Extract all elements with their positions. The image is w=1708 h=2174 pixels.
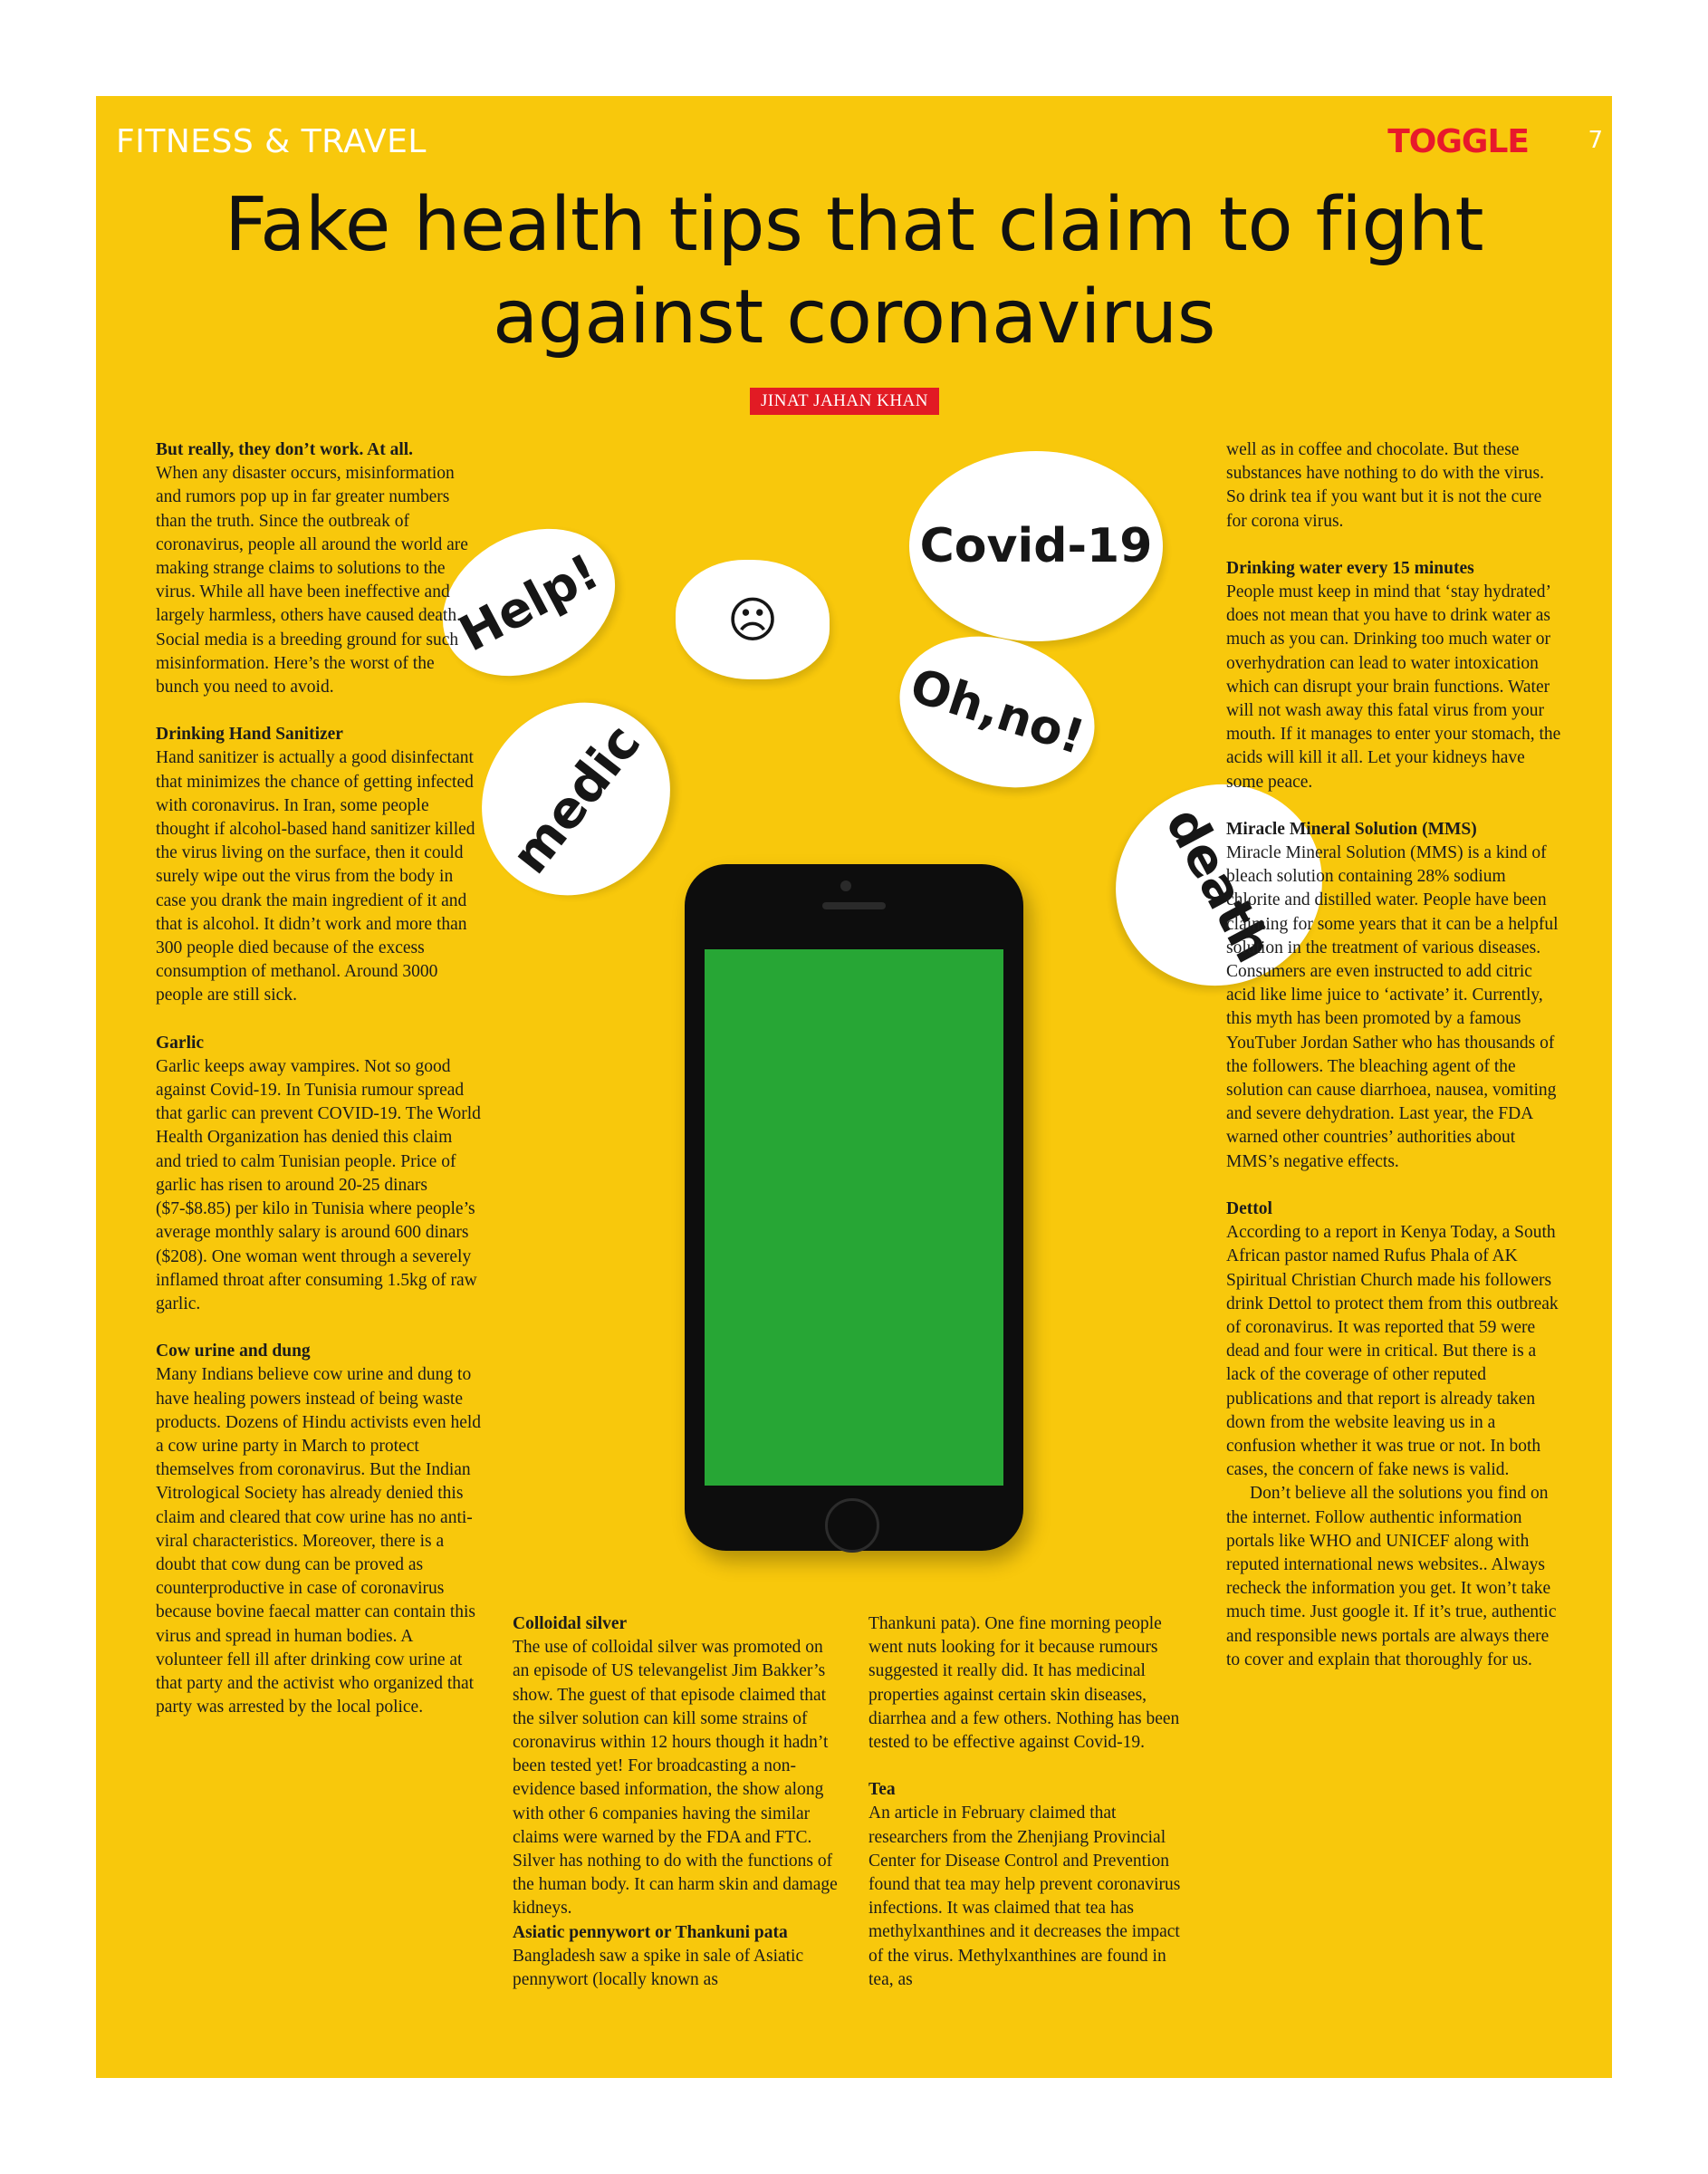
home-button-icon: [825, 1498, 879, 1553]
covid-bubble-text: Covid-19: [919, 519, 1153, 573]
oh-no-bubble-text: Oh,no!: [903, 658, 1091, 766]
sad-cloud-icon: ☹: [676, 560, 830, 679]
covid-bubble: [909, 451, 1163, 641]
phone-screen: [705, 949, 1003, 1486]
byline: JINAT JAHAN KHAN: [750, 388, 939, 415]
speaker-grille: [822, 902, 886, 909]
closing-paragraph: Don’t believe all the solutions you find on the internet. Follow authentic information portals like WHO and UNICEF along with reputed international news websites.. Always recheck the information you get. It won’t take much time. Just google it. If it’s true, authentic and responsible news portals are always there to cover and explain that thoroughly for us.: [1226, 1484, 1557, 1669]
cow-heading: Cow urine and dung: [156, 1342, 311, 1361]
pennywort-heading: Asiatic pennywort or Thankuni pata: [513, 1922, 788, 1942]
headline-line-1: Fake health tips that claim to fight: [224, 182, 1483, 268]
garlic-heading: Garlic: [156, 1033, 205, 1053]
garlic-paragraph: Garlic keeps away vampires. Not so good against Covid-19. In Tunisia rumour spread that garlic can prevent COVID-19. The World Health Organization has denied this claim and tried to calm Tunisian people. Price of garlic has risen to around 20-25 dinars ($7-$8.85) per kilo in Tunisia where people’s average monthly salary is around 600 dinars ($208). One woman went through a severely inflamed throat after consuming 1.5kg of raw garlic.: [156, 1056, 481, 1313]
medic-bubble: [443, 665, 708, 933]
article-column-2: [513, 1612, 839, 1992]
cow-paragraph: Many Indians believe cow urine and dung to have healing powers instead of being waste products. Dozens of Hindu activists even held a cow urine party in March to protect themselves from coronavirus. But the Indian Vitrological Society has already denied this claim and cleared that cow urine has no anti-viral characteristics. Moreover, there is a doubt that cow dung can be proved as counterproductive in case of coronavirus because bovine faecal matter can contain this virus and spread in human bodies. A volunteer fell ill after drinking cow urine at that party and the activist who organized that party was arrested by the local police.: [156, 1365, 482, 1717]
dettol-paragraph: According to a report in Kenya Today, a South African pastor named Rufus Phala of AK Spiritual Christian Church made his followers drink Dettol to protect them from this outbreak of coronavirus. It was reported that 59 were dead and four were in critical. But there is a lack of the coverage of other reputed publications and that report is already taken down from the website leaving us in a confusion whether it was true or not. In both cases, the concern of fake news is valid.: [1226, 1223, 1559, 1480]
death-bubble-text: death: [1154, 798, 1284, 972]
oh-no-bubble: [880, 612, 1115, 812]
sanitizer-paragraph: Hand sanitizer is actually a good disinfectant that minimizes the chance of getting infected with coronavirus. In Iran, some people thought if alcohol-based hand sanitizer killed the virus living on the surface, then it could surely wipe out the virus from the body in case you drank the main ingredient of it and that is alcohol. It didn’t work and more than 300 people died because of the excess consumption of methanol. Around 3000 people are still sick.: [156, 748, 475, 1005]
article-column-3: [868, 1612, 1195, 1992]
medic-bubble-text: medic: [500, 713, 652, 885]
brand-logo: TOGGLE: [1387, 123, 1529, 160]
smartphone-icon: [685, 864, 1023, 1551]
pennywort-continued: Thankuni pata). One fine morning people went nuts looking for it because rumours suggested it really did. It has medicinal properties against certain skin diseases, diarrhea and a few others. Nothing has been tested to be effective against Covid-19.: [868, 1614, 1180, 1753]
help-bubble-text: Help!: [449, 542, 609, 663]
article-column-1: [156, 438, 482, 1719]
tea-paragraph: An article in February claimed that researchers from the Zhenjiang Provincial Center for Disease Control and Prevention found that tea may help prevent coronavirus infections. It was claimed that tea has methylxanthines and it decreases the impact of the virus. Methylxanthines are found in tea, as: [868, 1804, 1181, 1989]
tea-heading: Tea: [868, 1780, 896, 1800]
tea-continued: well as in coffee and chocolate. But these substances have nothing to do with the virus. So drink tea if you want but it is not the cure for corona virus.: [1226, 440, 1544, 531]
silver-heading: Colloidal silver: [513, 1614, 628, 1633]
mms-paragraph: Miracle Mineral Solution (MMS) is a kind of bleach solution containing 28% sodium chlorite and distilled water. People have been claiming for some years that it can be a helpful solution in the treatment of various diseases. Consumers are even instructed to add citric acid like lime juice to ‘activate’ it. Currently, this myth has been promoted by a famous YouTuber Jordan Sather who has thousands of the followers. The bleaching agent of the solution can cause diarrhoea, nausea, vomiting and severe dehydration. Last year, the FDA warned other countries’ authorities about MMS’s negative effects.: [1226, 843, 1559, 1171]
dettol-heading: Dettol: [1226, 1198, 1272, 1218]
page-number: 7: [1588, 127, 1603, 154]
intro-paragraph: When any disaster occurs, misinformation and rumors pop up in far greater numbers than the truth. Since the outbreak of coronavirus, people all around the world are making strange claims to solutions to the virus. While all have been ineffective and largely harmless, others have caused death. Social media is a breeding ground for such misinformation. Here’s the worst of the bunch you need to avoid.: [156, 464, 468, 697]
section-label: FITNESS & TRAVEL: [116, 123, 427, 160]
magazine-page: [96, 96, 1612, 2078]
headline-line-2: against coronavirus: [492, 274, 1215, 361]
intro-lead: But really, they don’t work. At all.: [156, 440, 414, 459]
pennywort-paragraph: Bangladesh saw a spike in sale of Asiatic pennywort (locally known as: [513, 1946, 804, 1990]
headline: [96, 179, 1612, 364]
article-column-4: [1226, 438, 1561, 1672]
silver-paragraph: The use of colloidal silver was promoted on an episode of US televangelist Jim Bakker’s show. The guest of that episode claimed that the silver solution can kill some strains of coronavirus within 12 hours though it hadn’t been tested yet! For broadcasting a non-evidence based information, the show along with other 6 companies having the similar claims were warned by the FDA and FTC. Silver has nothing to do with the functions of the human body. It can harm skin and damage kidneys.: [513, 1638, 838, 1919]
mms-heading: Miracle Mineral Solution (MMS): [1226, 819, 1477, 839]
sanitizer-heading: Drinking Hand Sanitizer: [156, 725, 343, 745]
camera-icon: [840, 880, 851, 891]
water-heading: Drinking water every 15 minutes: [1226, 558, 1474, 578]
water-paragraph: People must keep in mind that ‘stay hydrated’ does not mean that you have to drink water as much as you can. Drinking too much water or overhydration can lead to water intoxication which can disrupt your brain functions. Water will not wash away this fatal virus from your mouth. If it manages to enter your stomach, the acids will kill it all. Let your kidneys have some peace.: [1226, 582, 1561, 792]
